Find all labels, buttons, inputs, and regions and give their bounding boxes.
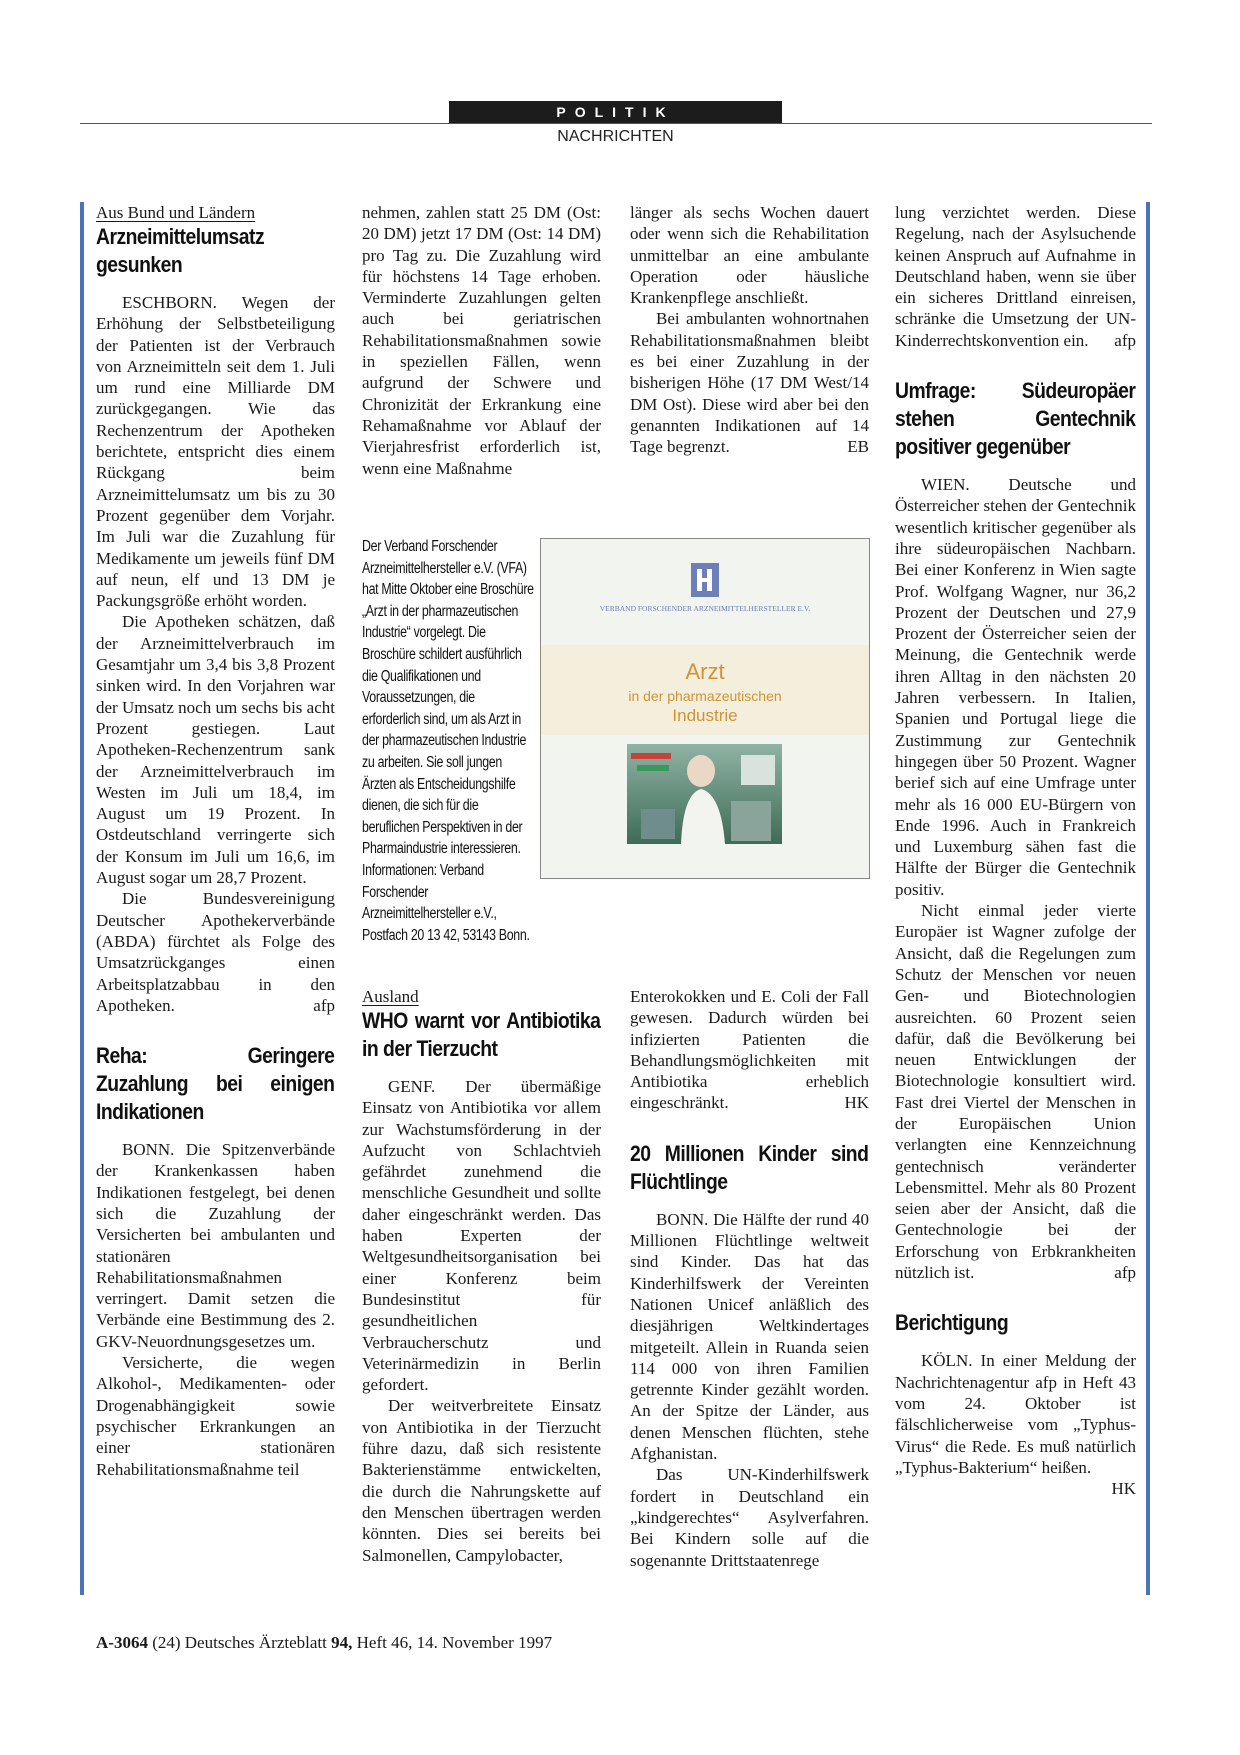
- paragraph: Das UN-Kinderhilfswerk fordert in Deutschland ein „kindgerechtes“ Asylverfahren. Bei Kindern solle auf die sogenannte Drittstaatenrege: [630, 1465, 869, 1570]
- paragraph: BONN. Die Spitzenverbände der Krankenkassen haben Indikationen festgelegt, bei denen sich die Zuzahlung der Versicherten bei ambulanten und stationären Rehabilitationsmaßnahmen verringert. Damit setzen die Verbände eine Bestimmung des 2. GKV-Neuordnungsgesetzes um.: [96, 1140, 335, 1351]
- lab-photo: [627, 744, 782, 844]
- brochure-cover-illustration: [541, 539, 869, 878]
- author-signature: afp: [313, 995, 335, 1015]
- paragraph: [630, 986, 869, 1114]
- right-accent-bar: [1146, 202, 1150, 1595]
- headline-umfrage: Umfrage: Südeuropäer stehen Gentechnik positiver gegenüber: [895, 378, 1136, 460]
- page-footer: [96, 1632, 552, 1654]
- paragraph-text: Enterokokken und E. Coli der Fall gewesen. Dadurch würden bei infizierten Patienten die Behandlungsmöglichkeiten mit Antibiotika erheblich eingeschränkt.: [630, 987, 869, 1113]
- kicker-ausland: Ausland: [362, 987, 419, 1006]
- kicker-inland: Aus Bund und Ländern: [96, 203, 256, 222]
- left-accent-bar: [80, 202, 84, 1595]
- headline-berichtigung: Berichtigung: [895, 1310, 1009, 1336]
- author-signature: HK: [1111, 1479, 1136, 1499]
- headline-who: WHO warnt vor Antibiotika in der Tierzucht: [362, 1008, 601, 1061]
- section-label: POLITIK: [449, 101, 782, 123]
- vfa-logo-icon: [691, 563, 719, 597]
- brochure-image: [540, 538, 870, 879]
- author-signature: afp: [1114, 1263, 1136, 1283]
- author-signature: EB: [847, 437, 869, 457]
- column-1: [96, 202, 335, 1480]
- paragraph: WIEN. Deutsche und Österreicher stehen der Gentechnik wesentlich kritischer gegenüber als ihre südeuropäischen Nachbarn. Bei einer Konferenz in Wien sagte Prof. Wolfgang Wagner, nur 36,2 Prozent der Deutschen und 27,9 Prozent der Österreicher seien der Meinung, die Gentechnik werde ihren Alltag in den nächsten 20 Jahren verbessern. In Italien, Spanien und Portugal liege die Zustimmung zur Gentechnik hingegen über 50 Prozent. Wagner berief sich auf eine Umfrage unter mehr als 16 000 EU-Bürgern von Ende 1996. Auch in Frankreich und Luxemburg sähen fast die Hälfte der Bürger die Gentechnik positiv.: [895, 475, 1136, 899]
- author-signature: HK: [844, 1093, 869, 1113]
- author-signature: afp: [1114, 330, 1136, 350]
- paragraph: nehmen, zahlen statt 25 DM (Ost: 20 DM) jetzt 17 DM (Ost: 14 DM) pro Tag zu. Die Zuzahlung wird für höchstens 14 Tage erhoben. Verminderte Zuzahlungen gelten auch bei geriatrischen Rehabilitationsmaßnahmen sowie in speziellen Fällen, wenn aufgrund der Schwere und Chronizität der Erkrankung eine Rehamaßnahme vor Ablauf der Vierjahresfrist erforderlich ist, wenn eine Maßnahme: [362, 203, 601, 478]
- paragraph: [630, 308, 869, 457]
- paragraph: [895, 1350, 1136, 1499]
- photo-caption-wrap: [362, 536, 534, 944]
- paragraph: Die Apotheken schätzen, daß der Arzneimittelverbrauch im Gesamtjahr um 3,4 bis 3,8 Prozent sinken wird. In den Vorjahren war der Umsatz noch um sechs bis acht Prozent gestiegen. Laut Apotheken-Rechenzentrum sank der Arzneimittelverbrauch im Westen im Juli um 18,4, im August um 19 Prozent. In Ostdeutschland verringerte sich der Konsum im Juli um 16,6, im August sogar um 28,7 Prozent.: [96, 612, 335, 888]
- paragraph-text: Die Bundesvereinigung Deutscher Apothekerverbände (ABDA) fürchtet als Folge des Umsatzrückganges einen Arbeitsplatzabbau in den Apotheken.: [96, 889, 335, 1015]
- paragraph: [895, 202, 1136, 351]
- column-3-bottom: [630, 986, 869, 1571]
- header-rule: [80, 123, 1152, 124]
- column-4: [895, 202, 1136, 1499]
- brochure-title-1: Arzt: [685, 659, 725, 684]
- paragraph: Versicherte, die wegen Alkohol-, Medikamenten- oder Drogenabhängigkeit sowie psychischer Erkrankungen an einer stationären Rehabilitationsmaßnahme teil: [96, 1353, 335, 1479]
- page-number: A-3064: [96, 1633, 148, 1652]
- paragraph: Der weitverbreitete Einsatz von Antibiotika in der Tierzucht führe dazu, daß sich resistente Bakterienstämme entwickelten, die durch die Nahrungskette auf den Menschen übertragen werden könnten. Dies sei bereits bei Salmonellen, Campylobacter,: [362, 1396, 601, 1565]
- paragraph: GENF. Der übermäßige Einsatz von Antibiotika vor allem zur Wachstumsförderung in der Aufzucht von Schlachtvieh gefährdet zunehmend die menschliche Gesundheit und sollte daher eingeschränkt werden. Das haben Experten der Weltgesundheitsorganisation bei einer Konferenz beim Bundesinstitut für gesundheitlichen Verbraucherschutz und Veterinärmedizin in Berlin gefordert.: [362, 1077, 601, 1395]
- column-3-top: [630, 202, 869, 458]
- brochure-title-3: Industrie: [672, 706, 738, 725]
- paragraph: ESCHBORN. Wegen der Erhöhung der Selbstbeteiligung der Patienten ist der Verbrauch von Arzneimitteln seit dem 1. Juli um rund eine Milliarde DM zurückgegangen. Wie das Rechenzentrum der Apotheken berichtete, entspricht dies einem Rückgang beim Arzneimittelumsatz um bis zu 30 Prozent gegenüber dem Vorjahr. Im Juli war die Zuzahlung für Medikamente um jeweils fünf DM auf neun, elf und 13 DM je Packungsgröße erhöht worden.: [96, 293, 335, 611]
- headline-arzneimittelumsatz: Arzneimittelumsatz gesunken: [96, 224, 265, 277]
- photo-caption-text: Der Verband Forschender Arzneimittelhersteller e.V. (VFA) hat Mitte Oktober eine Broschüre „Arzt in der pharmazeutischen Industrie“ vorgelegt. Die Broschüre schildert ausführlich die Qualifikationen und Voraussetzungen, die erforderlich sind, um als Arzt in der pharmazeutischen Industrie zu arbeiten. Sie soll jungen Ärzten als Entscheidungshilfe dienen, die sich für die beruflichen Perspektiven in der Pharmaindustrie interessieren. Informationen: Verband Forschender Arzneimittelhersteller e.V., Postfach 20 13 42, 53143 Bonn.: [362, 538, 534, 944]
- brochure-title-2: in der pharmazeutischen: [628, 688, 782, 704]
- headline-kinder: 20 Millionen Kinder sind Flüchtlinge: [630, 1140, 869, 1194]
- paragraph: [895, 900, 1136, 1283]
- paragraph-text: Bei ambulanten wohnortnahen Rehabilitationsmaßnahmen bleibt es bei einer Zuzahlung in der bisherigen Höhe (17 DM West/14 DM Ost). Diese wird aber bei den genannten Indikationen auf 14 Tage begrenzt.: [630, 309, 869, 457]
- paragraph: länger als sechs Wochen dauert oder wenn sich die Rehabilitation unmittelbar an eine ambulante Operation oder häusliche Krankenpflege anschließt.: [630, 203, 869, 308]
- footer-issue: Heft 46, 14. November 1997: [356, 1633, 553, 1652]
- paragraph: BONN. Die Hälfte der rund 40 Millionen Flüchtlinge weltweit sind Kinder. Das hat das Kinderhilfswerk der Vereinten Nationen Unicef anläßlich des diesjährigen Weltkindertages mitgeteilt. Allein in Ruanda seien 114 000 von ihren Familien getrennte Kinder gezählt worden. An der Spitze der Länder, aus denen Menschen flüchten, stehe Afghanistan.: [630, 1209, 869, 1464]
- paragraph: [96, 888, 335, 1016]
- brochure-org-name: VERBAND FORSCHENDER ARZNEIMITTELHERSTELLER E.V.: [599, 604, 811, 613]
- column-2-bottom: [362, 986, 601, 1566]
- photo-caption: [362, 536, 534, 946]
- headline-reha: Reha: Geringere Zuzahlung bei einigen Indikationen: [96, 1043, 335, 1125]
- column-2-top: [362, 202, 601, 479]
- footer-volume: 94,: [331, 1633, 353, 1652]
- footer-publication: (24) Deutsches Ärzteblatt: [152, 1633, 327, 1652]
- subsection-label: NACHRICHTEN: [557, 128, 674, 145]
- paragraph-text: Nicht einmal jeder vierte Europäer ist Wagner zufolge der Ansicht, daß die Regelungen zum Schutz der Menschen vor neuen Gen- und Biotechnologien ausreichten. 60 Prozent seien dafür, daß die Bevölkerung bei neuen Entwicklungen der Biotechnologie konsultiert wird. Fast drei Viertel der Menschen in der Europäischen Union verlangten eine Kennzeichnung gentechnisch veränderter Lebensmittel. Mehr als 80 Prozent seien aber der Ansicht, daß die Gentechnologie bei der Erforschung von Erbkrankheiten nützlich ist.: [895, 901, 1136, 1283]
- paragraph-text: lung verzichtet werden. Diese Regelung, nach der Asylsuchende keinen Anspruch auf Aufnahme in Deutschland haben, wenn sie über ein sicheres Drittland einreisen, schränke die Umsetzung der UN-Kinderrechtskonvention ein.: [895, 203, 1136, 350]
- paragraph-text: KÖLN. In einer Meldung der Nachrichtenagentur afp in Heft 43 vom 24. Oktober ist fälschlicherweise vom „Typhus-Virus“ die Rede. Es muß natürlich „Typhus-Bakterium“ heißen.: [895, 1351, 1136, 1477]
